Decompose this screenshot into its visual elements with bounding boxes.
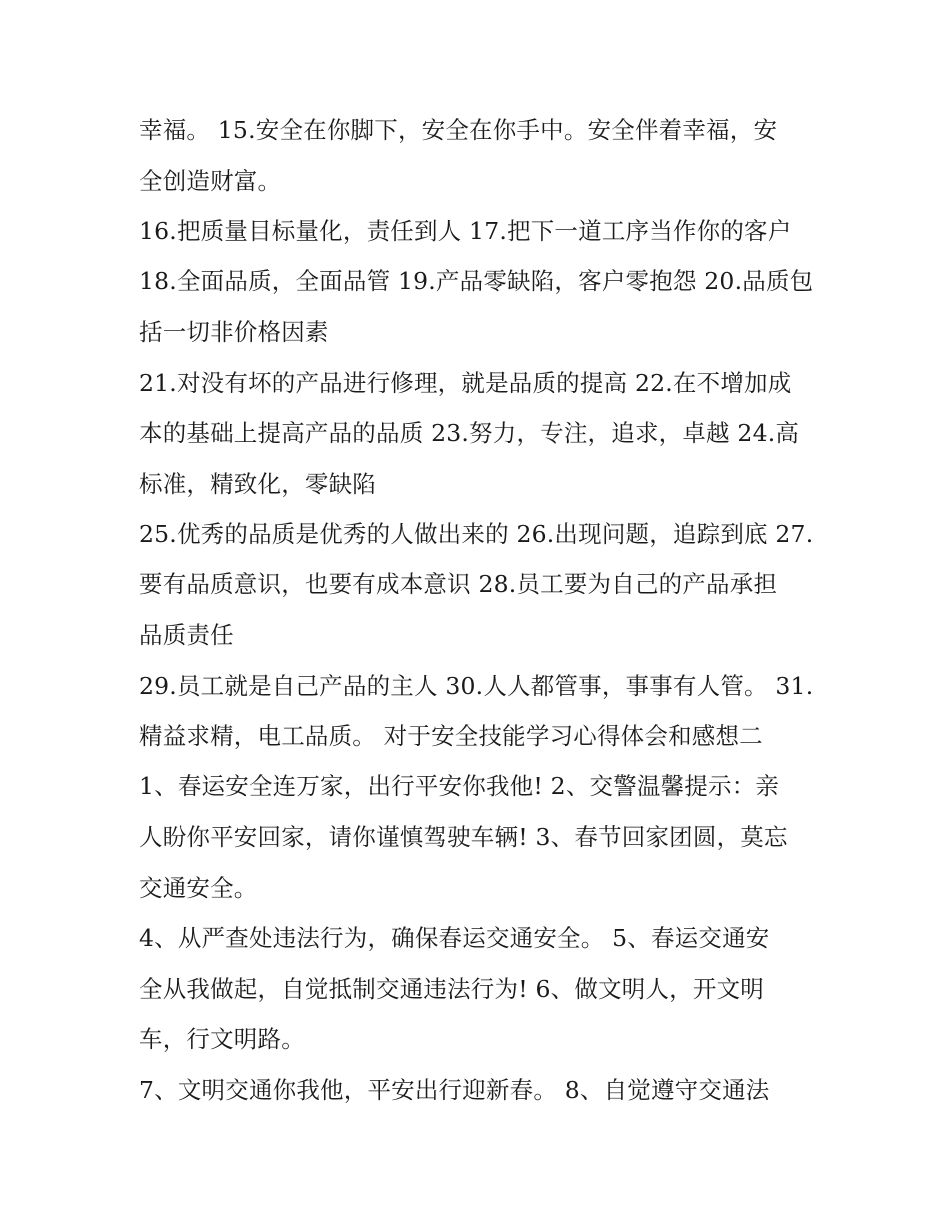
- text-line: 4、从严查处违法行为，确保春运交通安全。 5、春运交通安: [139, 924, 770, 952]
- text-line: 16.把质量目标量化，责任到人 17.把下一道工序当作你的客户: [139, 217, 792, 245]
- text-line: 标准，精致化，零缺陷: [139, 470, 376, 498]
- text-line: 幸福。 15.安全在你脚下，安全在你手中。安全伴着幸福，安: [139, 116, 778, 144]
- text-line: 交通安全。: [139, 874, 258, 902]
- text-line: 25.优秀的品质是优秀的人做出来的 26.出现问题，追踪到底 27.: [139, 520, 814, 548]
- text-line: 精益求精，电工品质。 对于安全技能学习心得体会和感想二: [139, 722, 763, 750]
- text-line: 全从我做起，自觉抵制交通违法行为! 6、做文明人，开文明: [139, 975, 764, 1003]
- text-line: 7、文明交通你我他，平安出行迎新春。 8、自觉遵守交通法: [139, 1076, 770, 1104]
- text-line: 21.对没有坏的产品进行修理，就是品质的提高 22.在不增加成: [139, 369, 792, 397]
- text-line: 29.员工就是自己产品的主人 30.人人都管事，事事有人管。 31.: [139, 672, 814, 700]
- text-line: 车，行文明路。: [139, 1025, 305, 1053]
- text-line: 18.全面品质，全面品管 19.产品零缺陷，客户零抱怨 20.品质包: [139, 267, 814, 295]
- text-line: 品质责任: [139, 621, 234, 649]
- text-line: 1、春运安全连万家，出行平安你我他! 2、交警温馨提示：亲: [139, 772, 780, 800]
- text-line: 本的基础上提高产品的品质 23.努力，专注，追求，卓越 24.高: [139, 419, 800, 447]
- text-line: 全创造财富。: [139, 167, 282, 195]
- text-line: 括一切非价格因素: [139, 318, 329, 346]
- text-line: 人盼你平安回家，请你谨慎驾驶车辆! 3、春节回家团圆，莫忘: [139, 823, 788, 851]
- text-line: 要有品质意识，也要有成本意识 28.员工要为自己的产品承担: [139, 570, 778, 598]
